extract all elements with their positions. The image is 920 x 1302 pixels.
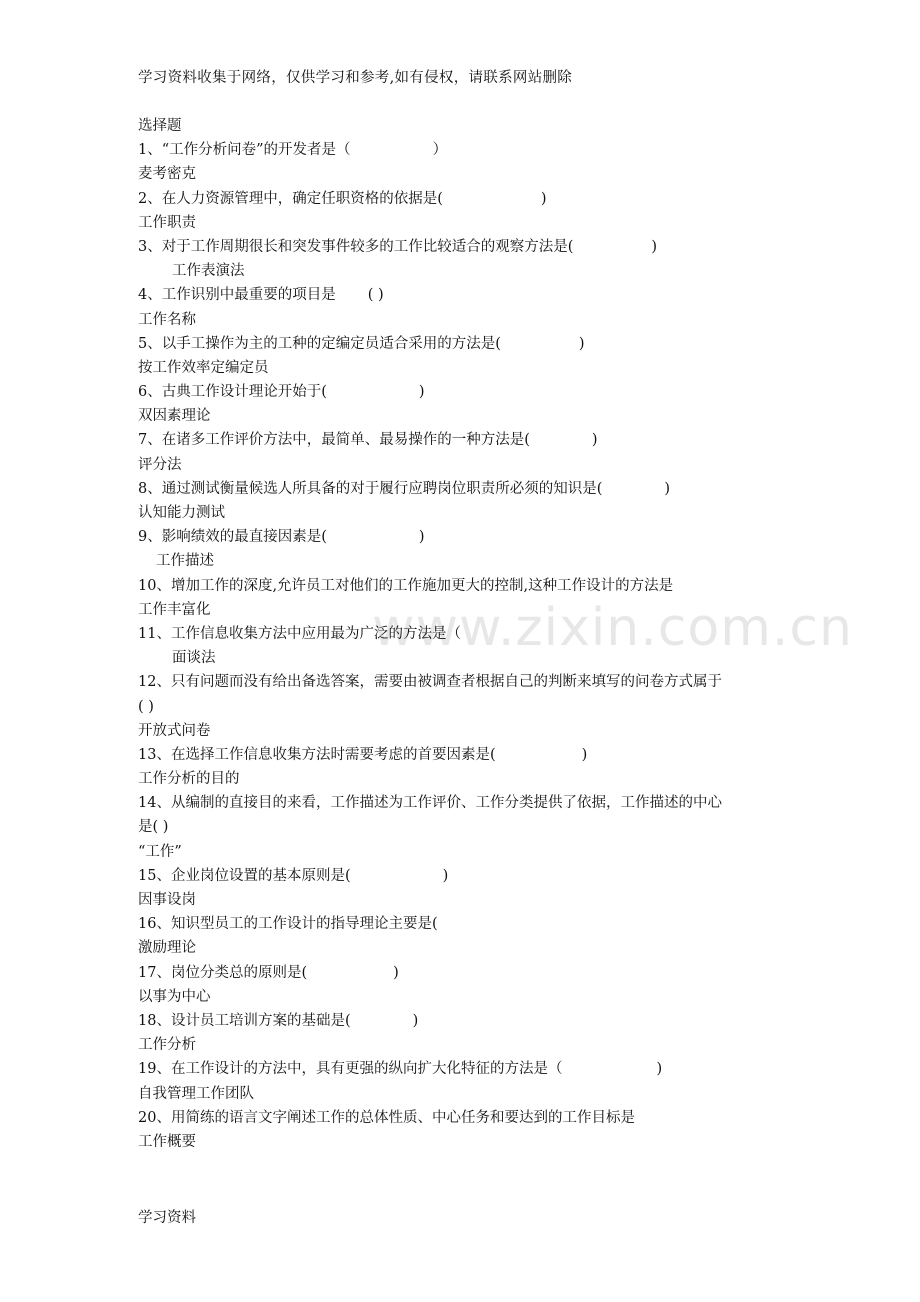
question-12-cont: ( ) <box>138 698 154 715</box>
answer-17: 以事为中心 <box>138 988 211 1005</box>
footer-note: 学习资料 <box>138 1210 196 1226</box>
question-16: 16、知识型员工的工作设计的指导理论主要是( <box>138 916 438 933</box>
answer-10: 工作丰富化 <box>138 601 211 618</box>
answer-6: 双因素理论 <box>138 408 211 425</box>
question-7: 7、在诸多工作评价方法中，最简单、最易操作的一种方法是( ) <box>138 432 598 449</box>
answer-20: 工作概要 <box>138 1133 196 1150</box>
question-1: 1、“工作分析问卷”的开发者是（ ） <box>138 142 448 159</box>
answer-16: 激励理论 <box>138 940 196 957</box>
answer-14: “工作” <box>138 843 182 860</box>
header-note: 学习资料收集于网络，仅供学习和参考,如有侵权，请联系网站删除 <box>138 70 573 86</box>
watermark: www.zixin.com.cn <box>372 598 853 658</box>
question-14: 14、从编制的直接目的来看，工作描述为工作评价、工作分类提供了依据，工作描述的中心 <box>138 795 722 812</box>
question-15: 15、企业岗位设置的基本原则是( ) <box>138 867 449 884</box>
section-title: 选择题 <box>138 118 182 134</box>
question-19: 19、在工作设计的方法中，具有更强的纵向扩大化特征的方法是（ ) <box>138 1061 663 1078</box>
answer-8: 认知能力测试 <box>138 505 225 521</box>
question-12: 12、只有问题而没有给出备选答案，需要由被调查者根据自己的判断来填写的问卷方式属于 <box>138 674 722 691</box>
answer-13: 工作分析的目的 <box>138 771 240 788</box>
question-14-cont: 是( ) <box>138 819 169 836</box>
question-list <box>138 114 798 1154</box>
answer-3: 工作表演法 <box>172 263 245 280</box>
answer-5: 按工作效率定编定员 <box>138 359 269 376</box>
question-11: 11、工作信息收集方法中应用最为广泛的方法是（ <box>138 625 461 642</box>
answer-18: 工作分析 <box>138 1037 196 1054</box>
question-5: 5、以手工操作为主的工种的定编定员适合采用的方法是( ) <box>138 335 585 352</box>
question-18: 18、设计员工培训方案的基础是( ) <box>138 1012 419 1029</box>
question-6: 6、古典工作设计理论开始于( ) <box>138 384 425 401</box>
question-2: 2、在人力资源管理中，确定任职资格的依据是( ) <box>138 190 547 207</box>
answer-2: 工作职责 <box>138 214 196 231</box>
answer-9: 工作描述 <box>156 553 214 570</box>
question-4: 4、工作识别中最重要的项目是 ( ) <box>138 287 384 304</box>
answer-11: 面谈法 <box>172 650 216 667</box>
question-13: 13、在选择工作信息收集方法时需要考虑的首要因素是( ) <box>138 746 588 763</box>
answer-15: 因事设岗 <box>138 892 196 908</box>
question-8: 8、通过测试衡量候选人所具备的对于履行应聘岗位职责所必须的知识是( ) <box>138 480 671 497</box>
answer-1: 麦考密克 <box>138 166 196 183</box>
answer-7: 评分法 <box>138 456 182 473</box>
question-9: 9、影响绩效的最直接因素是( ) <box>138 529 425 546</box>
answer-12: 开放式问卷 <box>138 722 211 739</box>
answer-19: 自我管理工作团队 <box>138 1085 254 1102</box>
question-20: 20、用简练的语言文字阐述工作的总体性质、中心任务和要达到的工作目标是 <box>138 1109 635 1126</box>
question-3: 3、对于工作周期很长和突发事件较多的工作比较适合的观察方法是( ) <box>138 238 658 255</box>
question-10: 10、增加工作的深度,允许员工对他们的工作施加更大的控制,这种工作设计的方法是 <box>138 577 674 594</box>
answer-4: 工作名称 <box>138 311 196 328</box>
question-17: 17、岗位分类总的原则是( ) <box>138 964 399 981</box>
